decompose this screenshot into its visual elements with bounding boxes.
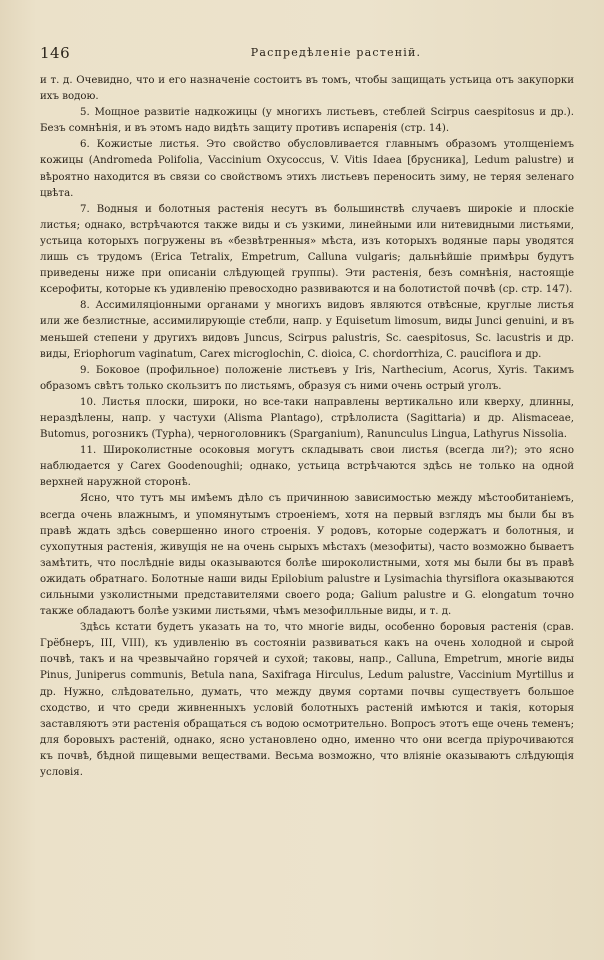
paragraph: 9. Боковое (профильное) положеніе листьевъ у Iris, Narthecium, Acorus, Xyris. Такимъ образомъ свѣтъ только скользитъ по листьямъ, образуя съ ними очень острый уголъ. [40,364,574,392]
page-body [40,73,574,781]
running-title: Распредѣленіе растеній. [250,46,422,59]
paragraph: 6. Кожистые листья. Это свойство обусловливается главнымъ образомъ утолщеніемъ кожицы (Andromeda Polifolia, Vaccinium Oxycoccus, V. Vitis Idaea [брусника], Ledum palustre) и вѣроятно находится въ связи со свойствомъ этихъ листьевъ переносить зиму, не теряя зеленаго цвѣта. [40,139,574,199]
paragraph: 5. Мощное развитіе надкожицы (у многихъ листьевъ, стеблей Scirpus caespitosus и др.). Безъ сомнѣнія, и въ этомъ надо видѣть защиту противъ испаренія (стр. 14). [40,107,574,135]
paragraph: Здѣсь кстати будетъ указать на то, что многіе виды, особенно боровыя растенія (срав. Грёбнеръ, III, VIII), къ удивленію въ состояніи развиваться какъ на очень холодной и сырой почвѣ, такъ и на чрезвычайно горячей и сухой; таковы, напр., Calluna, Empetrum, многіе виды Pinus, Juniperus communis, Betula nana, Saxifraga Hirculus, Ledum palustre, Vaccinium Myrtillus и др. Нужно, слѣдовательно, думать, что между двумя сортами почвы существуетъ большое сходство, и что среди живненныхъ условій болотныхъ растеній имѣются и такія, которыя заставляютъ эти растенія обращаться съ водою осмотрительно. Вопросъ этотъ еще очень теменъ; для боровыхъ растеній, однако, ясно установлено одно, именно что они всегда пріурочиваются къ почвѣ, бѣдной пищевыми веществами. Весьма возможно, что вліяніе оказываютъ слѣдующія условія. [40,622,574,779]
paragraph: 8. Ассимиляціонными органами у многихъ видовъ являются отвѣсные, круглые листья или же безлистные, ассимилирующіе стебли, напр. у Equisetum limosum, виды Junci genuini, и въ меньшей степени у другихъ видовъ Juncus, Scirpus palustris, Sc. caespitosus, Sc. lacustris и др. виды, Eriophorum vaginatum, Carex microglochin, C. dioica, C. chordorrhiza, C. pauciflora и др. [40,300,574,360]
page-number: 146 [40,44,71,62]
paragraph: и т. д. Очевидно, что и его назначеніе состоитъ въ томъ, чтобы защищать устьица отъ закупорки ихъ водою. [40,75,574,103]
paragraph: Ясно, что тутъ мы имѣемъ дѣло съ причинною зависимостью между мѣстообитаніемъ, всегда очень влажнымъ, и упомянутымъ строеніемъ, хотя на первый взглядъ мы были бы въ правѣ ждать здѣсь совершенно иного строенія. У родовъ, которые содержатъ и болотныя, и сухопутныя растенія, живущія не на очень сырыхъ мѣстахъ (мезофиты), часто возможно бываетъ замѣтить, что послѣдніе виды оказываются болѣе широколистными, хотя мы были бы въ правѣ ожидать обратнаго. Болотные наши виды Epilobium palustre и Lysimachia thyrsiflora оказываются сильными узколистными представителями своего рода; Galium palustre и G. elongatum точно также обладаютъ болѣе узкими листьями, чѣмъ мезофилльные виды, и т. д. [40,493,574,618]
page-header [40,44,572,62]
paragraph: 7. Водныя и болотныя растенія несутъ въ большинствѣ случаевъ широкіе и плоскіе листья; однако, встрѣчаются также виды и съ узкими, линейными или нитевидными листьями, устьица которыхъ погружены въ «безвѣтренныя» мѣста, изъ которыхъ водяные пары уводятся лишь съ трудомъ (Erica Tetralix, Empetrum, Calluna vulgaris; дальнѣйшіе примѣры будутъ приведены ниже при описаніи слѣдующей группы). Эти растенія, безъ сомнѣнія, настоящіе ксерофиты, которые къ удивленію превосходно развиваются и на болотистой почвѣ (ср. стр. 147). [40,203,574,296]
paragraph: 11. Широколистные осоковыя могутъ складывать свои листья (всегда ли?); это ясно наблюдается у Carex Goodenoughii; однако, устьица встрѣчаются здѣсь не только на одной верхней наружной сторонѣ. [40,445,574,489]
paragraph: 10. Листья плоски, широки, но все-таки направлены вертикально или кверху, длинны, нераздѣлены, напр. у частухи (Alisma Plantago), стрѣлолиста (Sagittaria) и др. Alismaceae, Butomus, рогозникъ (Typha), черноголовникъ (Sparganium), Ranunculus Lingua, Lathyrus Nissolia. [40,396,574,441]
